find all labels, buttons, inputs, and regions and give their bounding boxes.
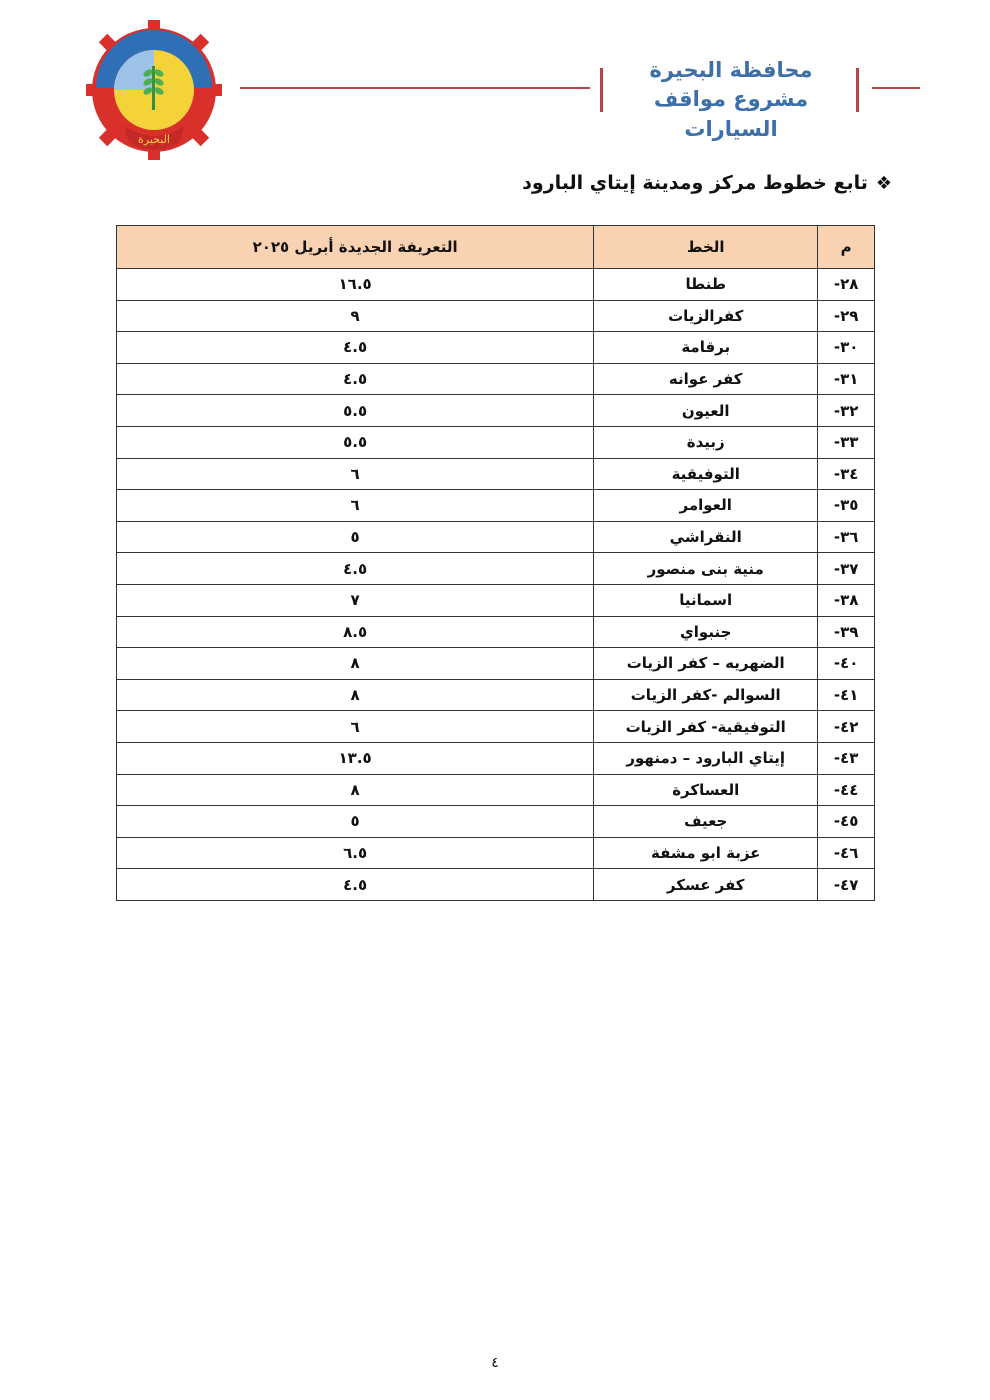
row-number: ٣٠- [818, 332, 875, 364]
page-header [0, 0, 990, 170]
row-line: كفر عوانه [594, 363, 818, 395]
row-line: إيتاي البارود – دمنهور [594, 742, 818, 774]
row-fare: ٧ [117, 584, 594, 616]
row-number: ٣٧- [818, 553, 875, 585]
project-name: مشروع مواقف السيارات [653, 87, 809, 141]
table-row [117, 426, 875, 458]
row-fare: ٤.٥ [117, 332, 594, 364]
governorate-logo [84, 18, 224, 163]
row-fare: ٦ [117, 458, 594, 490]
header-rule-left [240, 87, 590, 89]
row-fare: ٥.٥ [117, 426, 594, 458]
table-row [117, 584, 875, 616]
header-num: م [818, 226, 875, 269]
table-row [117, 806, 875, 838]
row-number: ٤٢- [818, 711, 875, 743]
row-number: ٢٩- [818, 300, 875, 332]
row-number: ٤١- [818, 679, 875, 711]
row-line: كفرالزيات [594, 300, 818, 332]
row-line: جعيف [594, 806, 818, 838]
row-number: ٤٥- [818, 806, 875, 838]
row-fare: ٩ [117, 300, 594, 332]
row-line: العوامر [594, 490, 818, 522]
row-fare: ٤.٥ [117, 869, 594, 901]
header-divider-right [856, 68, 859, 112]
row-number: ٤٦- [818, 837, 875, 869]
row-fare: ٥.٥ [117, 395, 594, 427]
row-line: السوالم -كفر الزيات [594, 679, 818, 711]
row-number: ٤٣- [818, 742, 875, 774]
table-row [117, 679, 875, 711]
diamond-bullet-icon: ❖ [875, 172, 892, 194]
header-divider-left [600, 68, 603, 112]
row-line: العيون [594, 395, 818, 427]
row-line: جنبواي [594, 616, 818, 648]
row-number: ٣٩- [818, 616, 875, 648]
table-row [117, 300, 875, 332]
row-line: طنطا [594, 269, 818, 301]
row-number: ٣٦- [818, 521, 875, 553]
table-row [117, 648, 875, 680]
row-fare: ٥ [117, 521, 594, 553]
row-number: ٤٤- [818, 774, 875, 806]
table-row [117, 332, 875, 364]
row-line: النقراشي [594, 521, 818, 553]
row-line: منية بنى منصور [594, 553, 818, 585]
fares-table [116, 225, 875, 901]
table-row [117, 742, 875, 774]
row-fare: ٨ [117, 679, 594, 711]
header-rule-right [872, 87, 920, 89]
row-fare: ٦.٥ [117, 837, 594, 869]
row-line: اسمانيا [594, 584, 818, 616]
header-titles [612, 56, 850, 144]
header-fare: التعريفة الجديدة أبريل ٢٠٢٥ [117, 226, 594, 269]
section-heading [522, 172, 892, 194]
row-line: التوفيقية- كفر الزيات [594, 711, 818, 743]
table-row [117, 616, 875, 648]
header-line: الخط [594, 226, 818, 269]
row-number: ٣٥- [818, 490, 875, 522]
governorate-name: محافظة البحيرة [649, 58, 813, 82]
row-number: ٣٢- [818, 395, 875, 427]
table-row [117, 269, 875, 301]
row-line: كفر عسكر [594, 869, 818, 901]
row-fare: ٦ [117, 711, 594, 743]
table-row [117, 521, 875, 553]
table-row [117, 363, 875, 395]
row-fare: ١٣.٥ [117, 742, 594, 774]
row-line: زبيدة [594, 426, 818, 458]
row-fare: ٨ [117, 648, 594, 680]
row-number: ٣٤- [818, 458, 875, 490]
row-fare: ٤.٥ [117, 553, 594, 585]
row-number: ٣١- [818, 363, 875, 395]
row-fare: ٨ [117, 774, 594, 806]
row-number: ٤٧- [818, 869, 875, 901]
table-row [117, 837, 875, 869]
row-fare: ٤.٥ [117, 363, 594, 395]
table-row [117, 490, 875, 522]
table-row [117, 711, 875, 743]
row-line: برقامة [594, 332, 818, 364]
row-fare: ١٦.٥ [117, 269, 594, 301]
table-row [117, 869, 875, 901]
page-number: ٤ [491, 1355, 499, 1371]
section-title: تابع خطوط مركز ومدينة إيتاي البارود [522, 172, 868, 194]
table-header-row [117, 226, 875, 269]
row-number: ٣٣- [818, 426, 875, 458]
row-number: ٣٨- [818, 584, 875, 616]
row-line: التوفيقية [594, 458, 818, 490]
table-row [117, 553, 875, 585]
svg-text:البحيرة: البحيرة [138, 133, 170, 146]
row-fare: ٦ [117, 490, 594, 522]
row-fare: ٨.٥ [117, 616, 594, 648]
row-line: العساكرة [594, 774, 818, 806]
row-fare: ٥ [117, 806, 594, 838]
row-line: عزبة ابو مشفة [594, 837, 818, 869]
row-number: ٢٨- [818, 269, 875, 301]
table-row [117, 395, 875, 427]
table-row [117, 458, 875, 490]
table-row [117, 774, 875, 806]
row-number: ٤٠- [818, 648, 875, 680]
row-line: الضهريه – كفر الزيات [594, 648, 818, 680]
